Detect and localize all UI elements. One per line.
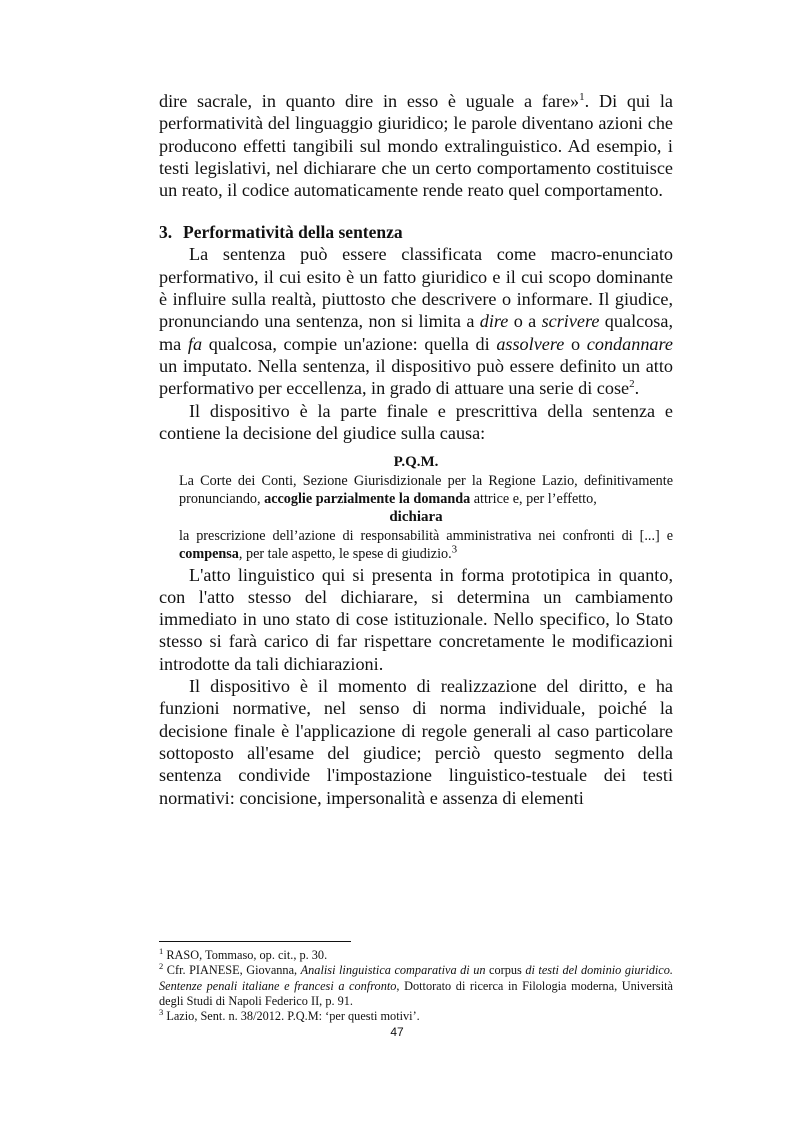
- section-title: Performatività della sentenza: [183, 222, 403, 243]
- footnotes: [159, 941, 673, 1024]
- em-scrivere: scrivere: [541, 311, 600, 332]
- p1-text-3: qualcosa, ma: [159, 311, 673, 354]
- p1-text-2: o a: [508, 311, 542, 332]
- quote-paragraph-1: [179, 472, 673, 509]
- footnote-3-number: 3: [159, 1007, 164, 1018]
- footnote-3-text: Lazio, Sent. n. 38/2012. P.Q.M: ‘per questi motivi’.: [163, 1009, 420, 1024]
- page-body: [159, 90, 673, 809]
- quote-paragraph-2: [179, 527, 673, 564]
- footnote-2-text-b: corpus: [485, 963, 526, 978]
- footnote-divider: [159, 941, 351, 942]
- footnote-1-text: RASO, Tommaso, op. cit., p. 30.: [163, 948, 328, 962]
- quote-heading-dichiara: dichiara: [389, 509, 443, 526]
- footnote-1-number: 1: [159, 945, 164, 956]
- footnote-3: [159, 1009, 673, 1024]
- footnote-2-text-c: , Dottorato di ricerca in Filologia moderna, Università degli Studi di Napoli Federico II, p. 91.: [159, 978, 673, 1008]
- footnote-2: [159, 963, 673, 1009]
- p1-text-1: La sentenza può essere classificata come macro-enunciato performativo, il cui esito è un fatto giuridico e il cui scopo dominante è influire sulla realtà, piuttosto che descrivere o informare. Il giudice, pronunciando una sentenza, non si limita a: [159, 244, 673, 332]
- footnote-2-italic-1: Analisi linguistica comparativa di un: [300, 963, 486, 978]
- paragraph-sentenza: [159, 243, 673, 399]
- p1-text-4: qualcosa, compie un'azione: quella di: [202, 333, 497, 354]
- intro-text-2: . Di qui la performatività del linguaggio giuridico; le parole diventano azioni che producono effetti tangibili sul mondo extralinguistico. Ad esempio, i testi legislativi, nel dichiarare che un certo comportamento costituisce un reato, il codice automaticamente rende reato quel comportamento.: [159, 91, 673, 201]
- paragraph-realizzazione: Il dispositivo è il momento di realizzazione del diritto, e ha funzioni normative, nel senso di norma individuale, poiché la decisione finale è l'applicazione di regole generali al caso particolare sottoposto all'esame del giudice; perciò questo segmento della sentenza condivide l'impostazione linguistico-testuale dei testi normativi: concisione, impersonalità e assenza di elementi: [159, 676, 673, 808]
- quote-text-2a: la prescrizione dell’azione di responsabilità amministrativa nei confronti di [...] e: [179, 527, 673, 544]
- em-condannare: condannare: [586, 333, 673, 354]
- p1-text-7: .: [634, 378, 640, 399]
- em-fa: fa: [187, 333, 203, 354]
- quote-text-1a: La Corte dei Conti, Sezione Giurisdizionale per la Regione Lazio, definitivamente pronunciando,: [179, 472, 673, 507]
- page-number: 47: [390, 1025, 404, 1039]
- paragraph-dispositivo: Il dispositivo è la parte finale e prescrittiva della sentenza e contiene la decisione del giudice sulla causa:: [159, 400, 673, 443]
- em-dire: dire: [479, 311, 509, 332]
- footnote-ref-2[interactable]: 2: [629, 378, 635, 391]
- block-quote: [159, 453, 673, 563]
- footnote-1: [159, 945, 673, 963]
- footnote-2-text-a: Cfr. PIANESE, Giovanna,: [163, 963, 301, 978]
- quote-text-1b: attrice e, per l’effetto,: [470, 490, 597, 507]
- em-assolvere: assolvere: [496, 333, 565, 354]
- quote-bold-1: accoglie parzialmente la domanda: [264, 490, 471, 507]
- footnote-ref-3[interactable]: 3: [451, 543, 458, 556]
- p1-text-6: un imputato. Nella sentenza, il dispositivo può essere definito un atto performativo per eccellenza, in grado di attuare una serie di cose: [159, 355, 673, 399]
- intro-text-1: dire sacrale, in quanto dire in esso è uguale a fare»: [159, 91, 580, 111]
- quote-bold-2: compensa: [179, 546, 239, 563]
- paragraph-atto-linguistico: L'atto linguistico qui si presenta in forma prototipica in quanto, con l'atto stesso del dichiarare, si determina un cambiamento immediato in uno stato di cose istituzionale. Nello specifico, lo Stato stesso si farà carico di far rispettare concretamente le modificazioni introdotte da tali dichiarazioni.: [159, 564, 673, 674]
- quote-heading-pqm: P.Q.M.: [393, 454, 439, 471]
- p1-text-5: o: [564, 333, 587, 354]
- section-heading: [159, 221, 673, 243]
- footnote-2-number: 2: [159, 961, 164, 972]
- quote-text-2b: , per tale aspetto, le spese di giudizio.: [238, 546, 452, 563]
- intro-paragraph: [159, 90, 673, 201]
- section-number: 3.: [159, 222, 173, 243]
- footnote-ref-1[interactable]: 1: [579, 90, 585, 103]
- footnote-2-italic-2: di testi del dominio giuridico. Sentenze penali italiane e francesi a confronto: [159, 963, 673, 993]
